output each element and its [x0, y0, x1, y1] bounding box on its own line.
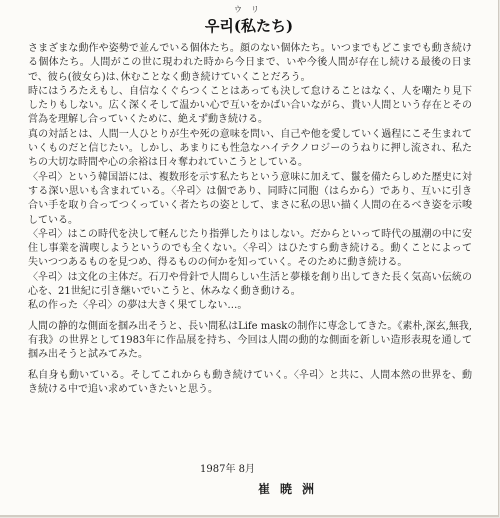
author-signature: 崔暁洲: [258, 482, 325, 496]
essay-body: [28, 42, 472, 397]
paragraph: さまざまな動作や姿勢で並んでいる個体たち。顔のない個体たち。いつまでもどこまでも動き続ける個体たち。人間がこの世に現われた時から今日まで、いや今後人間が存在し続ける最後の日まで、彼ら(彼女ら)は､休むことなく動き続けていくことだろう。: [28, 43, 472, 83]
date: 1987年 8月: [200, 464, 255, 475]
page-title: 우리(私たち): [204, 17, 294, 35]
title-ruby: ウリ: [234, 5, 268, 14]
paragraph: 〈우리〉は文化の主体だ。石刀や骨針で人間らしい生活と夢様を創り出してきた長く気高い伝統の心を、21世紀に引き継いでいこうと、休みなく動き動ける。: [28, 271, 472, 298]
paragraph: 私の作った〈우리〉の夢は大きく果てしない…。: [28, 300, 248, 312]
paragraph: 〈우리〉という韓国語には、複数形を示す私たちという意味に加えて、鬣を備たらしめた歴史に対する深い思いも含まれている。〈우리〉は個であり、同時に同胞（はらから）であり、互いに引き合い手を取り合ってつくっていく者たちの姿として、まさに私の思い描く人間の在るべき姿を示唆している。: [28, 171, 472, 226]
paragraph: 真の対話とは、人間一人ひとりが生や死の意味を問い、自己や他を愛していく過程にこそ生まれていくものだと信じたい。しかし、あまりにも性急なハイテクノロジーのうねりに押し流され、私たちの大切な時間や心の余裕は日々奪われていこうとしている。: [28, 128, 472, 169]
paragraph: 私自身も動いている。そしてこれからも動き続けていく。〈우리〉と共に、人間本然の世界を、動き続ける中で追い求めていきたいと思う。: [28, 369, 472, 395]
paragraph: 〈우리〉はこの時代を決して軽んじたり指弾したりはしない。だからといって時代の風潮の中に安住し事業を満喫しようというのでも全くない。〈우리〉はひたすら動き続ける。動くことによって失いつつあるものを見つめ、得るものの何かを知っていく。そのために動き続ける。: [28, 228, 472, 269]
paragraph: 人間の静的な側面を掴み出そうと、長い間私はLife maskの制作に専念してきた。《素朴,深玄,無我,有我》の世界として1983年に作品展を持ち、今回は人間の動的な側面を新しい造形表現を通して掴み出そうと試みてみた。: [28, 320, 472, 361]
paragraph: 時にはうろたえもし、自信なくぐらつくことはあっても決して怠けることはなく、人を嘲たり見下したりもしない。広く深くそして温かい心で互いをかばい合いながら、貴い人間という存在とその営為を理解し合っていくために、絶えず動き続ける。: [28, 85, 472, 126]
